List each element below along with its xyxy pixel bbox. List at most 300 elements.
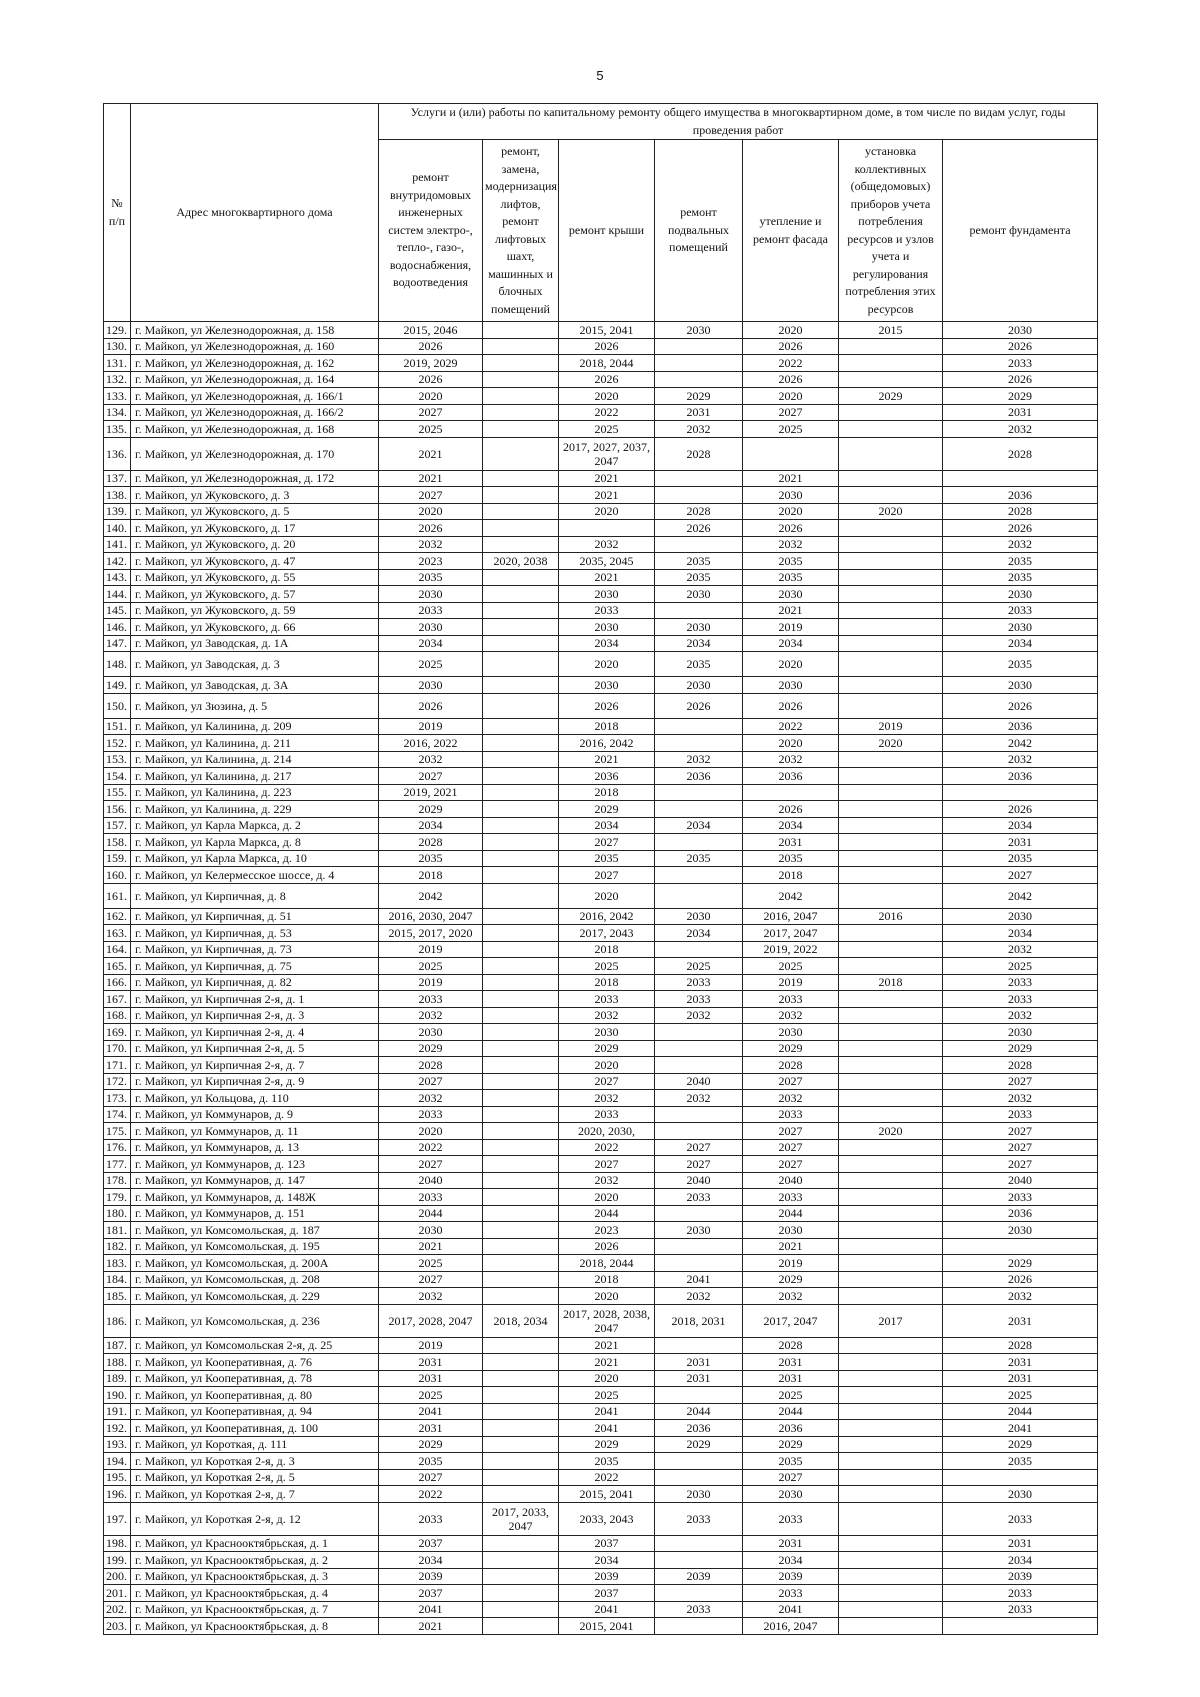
row-number: 150.	[104, 693, 131, 718]
cell-lifts	[483, 520, 559, 537]
table-row	[104, 991, 1098, 1008]
cell-lifts	[483, 1354, 559, 1371]
table-row	[104, 470, 1098, 487]
cell-meters	[839, 536, 943, 553]
cell-engineering: 2032	[379, 1007, 483, 1024]
cell-lifts	[483, 487, 559, 504]
cell-roof: 2026	[559, 693, 655, 718]
cell-roof: 2020	[559, 652, 655, 677]
cell-roof: 2036	[559, 768, 655, 785]
cell-facade: 2032	[743, 1090, 839, 1107]
cell-lifts	[483, 338, 559, 355]
cell-engineering: 2022	[379, 1486, 483, 1503]
cell-engineering: 2026	[379, 371, 483, 388]
cell-roof: 2020	[559, 1189, 655, 1206]
cell-engineering: 2015, 2046	[379, 322, 483, 339]
row-number: 132.	[104, 371, 131, 388]
cell-roof: 2021	[559, 470, 655, 487]
cell-meters	[839, 1585, 943, 1602]
cell-roof: 2021	[559, 1337, 655, 1354]
cell-meters: 2019	[839, 718, 943, 735]
row-address: г. Майкоп, ул Кирпичная, д. 82	[131, 974, 379, 991]
cell-foundation: 2027	[943, 1073, 1098, 1090]
table-row	[104, 1601, 1098, 1618]
cell-foundation: 2041	[943, 1420, 1098, 1437]
cell-foundation: 2033	[943, 1585, 1098, 1602]
cell-basement	[655, 536, 743, 553]
row-number: 158.	[104, 834, 131, 851]
row-number: 192.	[104, 1420, 131, 1437]
cell-facade: 2034	[743, 1552, 839, 1569]
cell-lifts	[483, 322, 559, 339]
table-row	[104, 925, 1098, 942]
cell-facade: 2021	[743, 602, 839, 619]
cell-basement: 2026	[655, 693, 743, 718]
row-address: г. Майкоп, ул Короткая 2-я, д. 12	[131, 1502, 379, 1535]
cell-lifts	[483, 991, 559, 1008]
cell-lifts	[483, 503, 559, 520]
cell-meters	[839, 1354, 943, 1371]
row-address: г. Майкоп, ул Кооперативная, д. 76	[131, 1354, 379, 1371]
cell-meters	[839, 355, 943, 372]
row-number: 200.	[104, 1568, 131, 1585]
cell-foundation: 2036	[943, 718, 1098, 735]
row-number: 138.	[104, 487, 131, 504]
cell-facade: 2025	[743, 1387, 839, 1404]
row-address: г. Майкоп, ул Жуковского, д. 17	[131, 520, 379, 537]
col-header-engineering: ремонт внутридомовых инженерных систем электро-, тепло-, газо-, водоснабжения, водоотведения	[379, 140, 483, 322]
cell-meters	[839, 1601, 943, 1618]
cell-lifts	[483, 1040, 559, 1057]
table-row	[104, 1255, 1098, 1272]
cell-basement: 2034	[655, 635, 743, 652]
cell-meters	[839, 1139, 943, 1156]
cell-facade: 2028	[743, 1057, 839, 1074]
cell-roof: 2022	[559, 404, 655, 421]
cell-foundation: 2029	[943, 1255, 1098, 1272]
table-row	[104, 1486, 1098, 1503]
row-number: 184.	[104, 1271, 131, 1288]
cell-meters	[839, 1535, 943, 1552]
row-address: г. Майкоп, ул Комсомольская, д. 208	[131, 1271, 379, 1288]
cell-engineering: 2023	[379, 553, 483, 570]
cell-roof: 2032	[559, 1007, 655, 1024]
row-address: г. Майкоп, ул Кирпичная 2-я, д. 4	[131, 1024, 379, 1041]
cell-lifts: 2020, 2038	[483, 553, 559, 570]
table-row	[104, 1156, 1098, 1173]
row-address: г. Майкоп, ул Зюзина, д. 5	[131, 693, 379, 718]
cell-engineering: 2027	[379, 1156, 483, 1173]
row-number: 135.	[104, 421, 131, 438]
cell-facade: 2032	[743, 1288, 839, 1305]
cell-engineering: 2025	[379, 958, 483, 975]
cell-engineering: 2031	[379, 1370, 483, 1387]
cell-foundation: 2035	[943, 850, 1098, 867]
row-number: 163.	[104, 925, 131, 942]
table-row	[104, 487, 1098, 504]
cell-lifts	[483, 1486, 559, 1503]
cell-foundation: 2033	[943, 1189, 1098, 1206]
cell-lifts	[483, 784, 559, 801]
cell-meters	[839, 1469, 943, 1486]
cell-engineering: 2030	[379, 1024, 483, 1041]
row-address: г. Майкоп, ул Комсомольская, д. 200А	[131, 1255, 379, 1272]
cell-foundation	[943, 1469, 1098, 1486]
cell-engineering: 2029	[379, 1040, 483, 1057]
row-address: г. Майкоп, ул Железнодорожная, д. 162	[131, 355, 379, 372]
row-number: 203.	[104, 1618, 131, 1635]
row-number: 196.	[104, 1486, 131, 1503]
cell-foundation: 2033	[943, 1106, 1098, 1123]
row-address: г. Майкоп, ул Железнодорожная, д. 164	[131, 371, 379, 388]
cell-basement	[655, 1387, 743, 1404]
cell-basement: 2018, 2031	[655, 1304, 743, 1337]
cell-engineering: 2028	[379, 1057, 483, 1074]
cell-meters	[839, 404, 943, 421]
col-header-foundation: ремонт фундамента	[943, 140, 1098, 322]
table-row	[104, 1403, 1098, 1420]
cell-lifts	[483, 586, 559, 603]
cell-basement	[655, 470, 743, 487]
cell-roof: 2020	[559, 503, 655, 520]
cell-foundation: 2031	[943, 1535, 1098, 1552]
cell-lifts	[483, 677, 559, 694]
table-row	[104, 536, 1098, 553]
cell-meters	[839, 1073, 943, 1090]
row-address: г. Майкоп, ул Краснооктябрьская, д. 1	[131, 1535, 379, 1552]
cell-facade: 2036	[743, 768, 839, 785]
cell-basement: 2030	[655, 1222, 743, 1239]
cell-foundation: 2027	[943, 1123, 1098, 1140]
cell-meters	[839, 1189, 943, 1206]
cell-lifts	[483, 1024, 559, 1041]
row-address: г. Майкоп, ул Кирпичная, д. 75	[131, 958, 379, 975]
row-number: 187.	[104, 1337, 131, 1354]
row-address: г. Майкоп, ул Кооперативная, д. 80	[131, 1387, 379, 1404]
table-row	[104, 941, 1098, 958]
table-row	[104, 619, 1098, 636]
cell-basement	[655, 718, 743, 735]
cell-meters	[839, 834, 943, 851]
cell-engineering: 2025	[379, 421, 483, 438]
row-number: 134.	[104, 404, 131, 421]
table-row	[104, 768, 1098, 785]
table-row	[104, 1106, 1098, 1123]
cell-facade: 2026	[743, 801, 839, 818]
cell-lifts	[483, 1106, 559, 1123]
row-address: г. Майкоп, ул Железнодорожная, д. 168	[131, 421, 379, 438]
cell-basement: 2030	[655, 586, 743, 603]
cell-meters	[839, 1618, 943, 1635]
cell-lifts	[483, 1585, 559, 1602]
row-address: г. Майкоп, ул Кирпичная 2-я, д. 7	[131, 1057, 379, 1074]
cell-facade: 2040	[743, 1172, 839, 1189]
cell-basement: 2029	[655, 388, 743, 405]
cell-meters	[839, 421, 943, 438]
table-row	[104, 1535, 1098, 1552]
row-address: г. Майкоп, ул Келермесское шоссе, д. 4	[131, 867, 379, 884]
cell-engineering: 2018	[379, 867, 483, 884]
row-number: 202.	[104, 1601, 131, 1618]
cell-basement	[655, 355, 743, 372]
row-number: 193.	[104, 1436, 131, 1453]
cell-engineering: 2019	[379, 974, 483, 991]
row-address: г. Майкоп, ул Короткая 2-я, д. 7	[131, 1486, 379, 1503]
table-row	[104, 1568, 1098, 1585]
table-row	[104, 908, 1098, 925]
cell-meters	[839, 958, 943, 975]
cell-lifts	[483, 1552, 559, 1569]
cell-lifts	[483, 1436, 559, 1453]
row-number: 143.	[104, 569, 131, 586]
cell-roof: 2035, 2045	[559, 553, 655, 570]
row-address: г. Майкоп, ул Жуковского, д. 55	[131, 569, 379, 586]
row-address: г. Майкоп, ул Жуковского, д. 5	[131, 503, 379, 520]
cell-engineering: 2020	[379, 1123, 483, 1140]
cell-facade: 2035	[743, 1453, 839, 1470]
table-row	[104, 338, 1098, 355]
cell-lifts	[483, 1172, 559, 1189]
row-address: г. Майкоп, ул Коммунаров, д. 151	[131, 1205, 379, 1222]
cell-foundation	[943, 1238, 1098, 1255]
cell-roof: 2025	[559, 958, 655, 975]
cell-lifts	[483, 1618, 559, 1635]
cell-facade: 2016, 2047	[743, 1618, 839, 1635]
cell-meters	[839, 1453, 943, 1470]
cell-basement: 2028	[655, 503, 743, 520]
cell-facade: 2027	[743, 404, 839, 421]
row-number: 160.	[104, 867, 131, 884]
col-header-address: Адрес многоквартирного дома	[131, 104, 379, 322]
row-address: г. Майкоп, ул Комсомольская, д. 229	[131, 1288, 379, 1305]
row-number: 148.	[104, 652, 131, 677]
cell-engineering: 2041	[379, 1601, 483, 1618]
row-number: 161.	[104, 883, 131, 908]
cell-engineering: 2033	[379, 1502, 483, 1535]
cell-facade: 2031	[743, 834, 839, 851]
cell-meters: 2018	[839, 974, 943, 991]
cell-meters	[839, 652, 943, 677]
cell-lifts	[483, 569, 559, 586]
row-number: 140.	[104, 520, 131, 537]
row-address: г. Майкоп, ул Калинина, д. 211	[131, 735, 379, 752]
cell-facade: 2042	[743, 883, 839, 908]
cell-engineering: 2029	[379, 801, 483, 818]
row-number: 191.	[104, 1403, 131, 1420]
cell-basement	[655, 834, 743, 851]
cell-basement: 2035	[655, 553, 743, 570]
cell-engineering: 2019	[379, 941, 483, 958]
cell-meters	[839, 586, 943, 603]
cell-engineering: 2032	[379, 1288, 483, 1305]
cell-basement: 2027	[655, 1156, 743, 1173]
table-row	[104, 355, 1098, 372]
cell-engineering: 2019, 2021	[379, 784, 483, 801]
cell-lifts	[483, 1271, 559, 1288]
row-address: г. Майкоп, ул Жуковского, д. 47	[131, 553, 379, 570]
cell-engineering: 2021	[379, 1618, 483, 1635]
cell-meters	[839, 784, 943, 801]
cell-engineering: 2035	[379, 569, 483, 586]
cell-foundation: 2036	[943, 768, 1098, 785]
table-body	[104, 322, 1098, 1635]
table-row	[104, 586, 1098, 603]
cell-meters: 2029	[839, 388, 943, 405]
cell-facade: 2019	[743, 619, 839, 636]
cell-facade: 2021	[743, 1238, 839, 1255]
row-number: 175.	[104, 1123, 131, 1140]
row-address: г. Майкоп, ул Краснооктябрьская, д. 3	[131, 1568, 379, 1585]
cell-foundation: 2030	[943, 586, 1098, 603]
row-address: г. Майкоп, ул Заводская, д. 3А	[131, 677, 379, 694]
row-number: 172.	[104, 1073, 131, 1090]
cell-meters: 2020	[839, 1123, 943, 1140]
cell-engineering: 2034	[379, 1552, 483, 1569]
cell-foundation: 2030	[943, 908, 1098, 925]
col-header-num: № п/п	[104, 104, 131, 322]
cell-roof: 2035	[559, 850, 655, 867]
table-row	[104, 1189, 1098, 1206]
cell-foundation: 2029	[943, 1436, 1098, 1453]
cell-engineering: 2031	[379, 1354, 483, 1371]
cell-facade: 2030	[743, 586, 839, 603]
table-row	[104, 1337, 1098, 1354]
cell-engineering: 2017, 2028, 2047	[379, 1304, 483, 1337]
cell-roof: 2029	[559, 1436, 655, 1453]
cell-basement	[655, 1255, 743, 1272]
cell-meters: 2015	[839, 322, 943, 339]
cell-lifts	[483, 536, 559, 553]
cell-facade: 2020	[743, 388, 839, 405]
cell-meters	[839, 768, 943, 785]
table-row	[104, 1238, 1098, 1255]
cell-basement: 2033	[655, 991, 743, 1008]
cell-engineering: 2029	[379, 1436, 483, 1453]
table-row	[104, 602, 1098, 619]
row-address: г. Майкоп, ул Железнодорожная, д. 160	[131, 338, 379, 355]
cell-meters	[839, 1007, 943, 1024]
cell-meters	[839, 850, 943, 867]
row-number: 190.	[104, 1387, 131, 1404]
cell-meters	[839, 801, 943, 818]
cell-basement: 2032	[655, 1090, 743, 1107]
cell-basement	[655, 1337, 743, 1354]
cell-facade	[743, 437, 839, 470]
cell-roof: 2023	[559, 1222, 655, 1239]
cell-meters	[839, 602, 943, 619]
table-row	[104, 867, 1098, 884]
table-row	[104, 635, 1098, 652]
cell-lifts	[483, 834, 559, 851]
cell-lifts	[483, 1387, 559, 1404]
cell-roof: 2032	[559, 1172, 655, 1189]
cell-basement: 2031	[655, 1370, 743, 1387]
cell-meters: 2020	[839, 503, 943, 520]
cell-roof: 2033	[559, 1106, 655, 1123]
cell-meters	[839, 371, 943, 388]
cell-roof: 2018, 2044	[559, 1255, 655, 1272]
cell-roof: 2029	[559, 1040, 655, 1057]
cell-lifts	[483, 718, 559, 735]
cell-lifts	[483, 470, 559, 487]
cell-basement: 2033	[655, 974, 743, 991]
cell-facade: 2026	[743, 371, 839, 388]
row-number: 162.	[104, 908, 131, 925]
table-row	[104, 1139, 1098, 1156]
cell-basement	[655, 1123, 743, 1140]
row-number: 194.	[104, 1453, 131, 1470]
cell-meters	[839, 1420, 943, 1437]
cell-meters	[839, 1271, 943, 1288]
cell-foundation: 2031	[943, 404, 1098, 421]
cell-basement	[655, 1106, 743, 1123]
cell-facade: 2017, 2047	[743, 1304, 839, 1337]
cell-engineering: 2028	[379, 834, 483, 851]
row-address: г. Майкоп, ул Жуковского, д. 57	[131, 586, 379, 603]
cell-facade: 2017, 2047	[743, 925, 839, 942]
cell-meters	[839, 569, 943, 586]
cell-engineering: 2032	[379, 1090, 483, 1107]
cell-basement	[655, 1552, 743, 1569]
cell-roof: 2034	[559, 635, 655, 652]
cell-basement	[655, 371, 743, 388]
row-address: г. Майкоп, ул Карла Маркса, д. 10	[131, 850, 379, 867]
cell-lifts	[483, 1007, 559, 1024]
cell-engineering: 2035	[379, 850, 483, 867]
cell-foundation: 2032	[943, 1007, 1098, 1024]
col-header-services: Услуги и (или) работы по капитальному ремонту общего имущества в многоквартирном доме, в том числе по видам услуг, годы проведения работ	[379, 104, 1098, 140]
cell-roof: 2015, 2041	[559, 1618, 655, 1635]
row-number: 129.	[104, 322, 131, 339]
cell-basement: 2034	[655, 817, 743, 834]
cell-meters	[839, 1172, 943, 1189]
cell-engineering: 2025	[379, 652, 483, 677]
cell-lifts	[483, 751, 559, 768]
cell-lifts	[483, 817, 559, 834]
row-number: 147.	[104, 635, 131, 652]
cell-facade: 2026	[743, 338, 839, 355]
cell-basement	[655, 1238, 743, 1255]
cell-basement	[655, 1024, 743, 1041]
cell-facade: 2036	[743, 1420, 839, 1437]
cell-foundation: 2034	[943, 817, 1098, 834]
cell-basement: 2032	[655, 1007, 743, 1024]
cell-facade: 2032	[743, 536, 839, 553]
row-number: 182.	[104, 1238, 131, 1255]
cell-meters	[839, 1057, 943, 1074]
cell-engineering: 2027	[379, 1073, 483, 1090]
cell-meters	[839, 1568, 943, 1585]
cell-engineering: 2021	[379, 1238, 483, 1255]
cell-facade: 2030	[743, 1486, 839, 1503]
cell-facade: 2026	[743, 693, 839, 718]
row-number: 156.	[104, 801, 131, 818]
cell-foundation: 2028	[943, 1337, 1098, 1354]
cell-facade	[743, 784, 839, 801]
table-row	[104, 1222, 1098, 1239]
cell-roof: 2017, 2028, 2038, 2047	[559, 1304, 655, 1337]
cell-basement	[655, 735, 743, 752]
table-row	[104, 322, 1098, 339]
cell-meters	[839, 487, 943, 504]
table-row	[104, 1585, 1098, 1602]
cell-foundation: 2027	[943, 1156, 1098, 1173]
cell-meters	[839, 1205, 943, 1222]
cell-engineering: 2021	[379, 470, 483, 487]
cell-basement: 2032	[655, 751, 743, 768]
row-number: 155.	[104, 784, 131, 801]
table-row	[104, 1304, 1098, 1337]
